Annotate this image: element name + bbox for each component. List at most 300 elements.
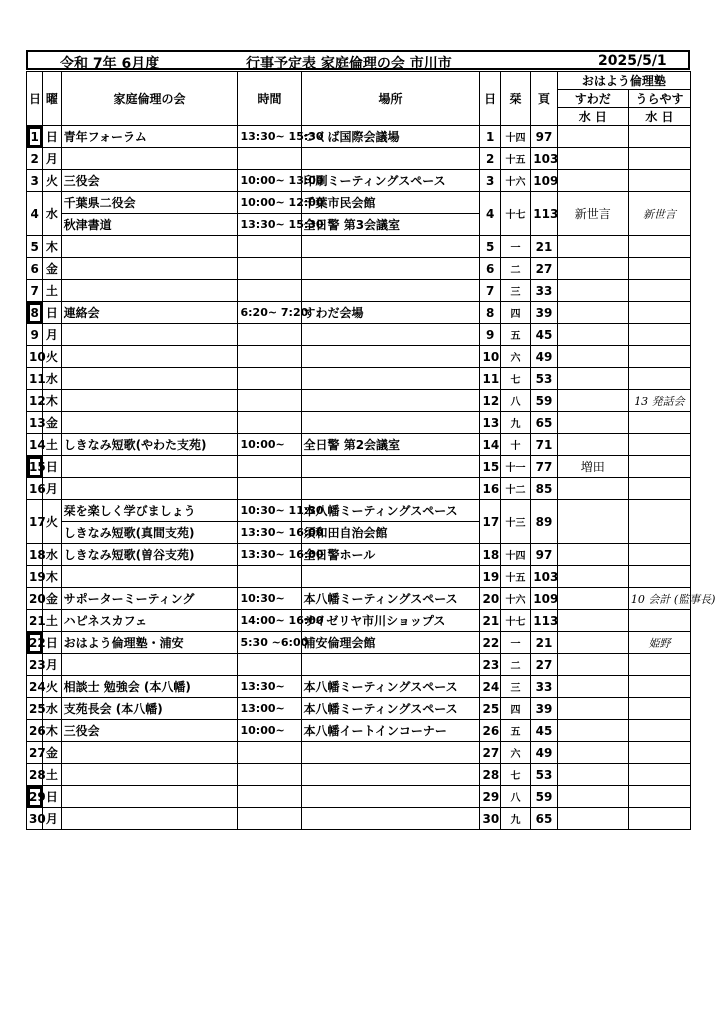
- time-cell: 13:30~ 15:30: [238, 126, 301, 148]
- day2-cell: 21: [480, 610, 500, 632]
- time-cell: 13:30~ 15:30: [238, 214, 301, 236]
- weekday-cell: 土: [43, 764, 61, 786]
- place-cell: 本八幡ミーティングスペース: [301, 698, 480, 720]
- day-cell: 15: [27, 456, 43, 478]
- weekday-cell: 月: [43, 324, 61, 346]
- page-cell: 97: [531, 126, 557, 148]
- event-cell: 三役会: [61, 170, 238, 192]
- day2-cell: 9: [480, 324, 500, 346]
- title-date: 2025/5/1: [598, 53, 667, 69]
- urayasu-cell: [628, 258, 690, 280]
- lunar-cell: 十一: [500, 456, 531, 478]
- time-cell: 13:00~: [238, 698, 301, 720]
- place-cell: [301, 148, 480, 170]
- lunar-cell: 十: [500, 434, 531, 456]
- day-cell: 24: [27, 676, 43, 698]
- sumida-cell: [557, 610, 628, 632]
- urayasu-cell: [628, 566, 690, 588]
- page-cell: 113: [531, 610, 557, 632]
- table-row: [27, 170, 691, 192]
- weekday-cell: 水: [43, 368, 61, 390]
- day2-cell: 2: [480, 148, 500, 170]
- day-cell: 19: [27, 566, 43, 588]
- place-cell: 本八幡イートインコーナー: [301, 720, 480, 742]
- table-row: [27, 478, 691, 500]
- time-cell: [238, 764, 301, 786]
- time-cell: [238, 280, 301, 302]
- place-cell: 千葉市民会館: [301, 192, 480, 214]
- day-cell: 7: [27, 280, 43, 302]
- sumida-cell: [557, 280, 628, 302]
- time-cell: 10:00~: [238, 434, 301, 456]
- event-cell: [61, 654, 238, 676]
- event-cell: 千葉県二役会: [61, 192, 238, 214]
- time-cell: [238, 786, 301, 808]
- day-cell: 16: [27, 478, 43, 500]
- day2-cell: 25: [480, 698, 500, 720]
- lunar-cell: 一: [500, 236, 531, 258]
- urayasu-cell: [628, 500, 690, 544]
- lunar-cell: 十七: [500, 192, 531, 236]
- urayasu-cell: [628, 412, 690, 434]
- event-cell: [61, 324, 238, 346]
- day2-cell: 10: [480, 346, 500, 368]
- table-row: [27, 346, 691, 368]
- day-cell: 10: [27, 346, 43, 368]
- title-main: 行事予定表 家庭倫理の会 市川市: [246, 56, 452, 72]
- lunar-cell: 十七: [500, 610, 531, 632]
- sumida-cell: [557, 236, 628, 258]
- place-cell: 本八幡ミーティングスペース: [301, 500, 480, 522]
- table-row: [27, 588, 691, 610]
- place-cell: [301, 236, 480, 258]
- page-cell: 53: [531, 368, 557, 390]
- time-cell: 13:30~ 16:00: [238, 522, 301, 544]
- time-cell: 10:00~ 12:00: [238, 192, 301, 214]
- sumida-cell: [557, 566, 628, 588]
- sumida-cell: [557, 346, 628, 368]
- lunar-cell: 二: [500, 258, 531, 280]
- lunar-cell: 七: [500, 764, 531, 786]
- day2-cell: 3: [480, 170, 500, 192]
- header-urayasu-days: 水 日: [628, 108, 690, 126]
- day-cell: 13: [27, 412, 43, 434]
- event-cell: ハピネスカフェ: [61, 610, 238, 632]
- place-cell: [301, 346, 480, 368]
- place-cell: 本八幡ミーティングスペース: [301, 676, 480, 698]
- lunar-cell: 二: [500, 654, 531, 676]
- time-cell: 10:00~: [238, 720, 301, 742]
- page-cell: 103: [531, 148, 557, 170]
- day2-cell: 26: [480, 720, 500, 742]
- schedule-title-bar: [26, 50, 690, 70]
- day2-cell: 22: [480, 632, 500, 654]
- day-cell: 22: [27, 632, 43, 654]
- event-cell: [61, 280, 238, 302]
- place-cell: [301, 808, 480, 830]
- weekday-cell: 金: [43, 258, 61, 280]
- event-cell: [61, 786, 238, 808]
- day2-cell: 13: [480, 412, 500, 434]
- lunar-cell: 十四: [500, 544, 531, 566]
- time-cell: 10:30~ 11:30: [238, 500, 301, 522]
- time-cell: [238, 478, 301, 500]
- page-cell: 33: [531, 280, 557, 302]
- event-cell: [61, 412, 238, 434]
- day2-cell: 30: [480, 808, 500, 830]
- urayasu-cell: [628, 434, 690, 456]
- urayasu-cell: [628, 610, 690, 632]
- place-cell: すわだ会場: [301, 302, 480, 324]
- header-sumida-days: 水 日: [557, 108, 628, 126]
- table-row: [27, 434, 691, 456]
- time-cell: 5:30 ~6:00: [238, 632, 301, 654]
- time-cell: [238, 654, 301, 676]
- sumida-cell: [557, 258, 628, 280]
- day-cell: 20: [27, 588, 43, 610]
- day-cell: 9: [27, 324, 43, 346]
- weekday-cell: 土: [43, 610, 61, 632]
- event-cell: [61, 346, 238, 368]
- place-cell: [301, 764, 480, 786]
- weekday-cell: 月: [43, 654, 61, 676]
- table-row: [27, 786, 691, 808]
- header-weekday: 曜: [43, 72, 61, 126]
- table-row: [27, 676, 691, 698]
- place-cell: 全日警 第2会議室: [301, 434, 480, 456]
- urayasu-cell: [628, 324, 690, 346]
- table-row: [27, 632, 691, 654]
- sumida-cell: [557, 764, 628, 786]
- table-row: [27, 566, 691, 588]
- table-row: [27, 456, 691, 478]
- place-cell: [301, 324, 480, 346]
- event-cell: [61, 236, 238, 258]
- sumida-cell: [557, 324, 628, 346]
- day2-cell: 17: [480, 500, 500, 544]
- weekday-cell: 火: [43, 346, 61, 368]
- weekday-cell: 金: [43, 588, 61, 610]
- place-cell: [301, 566, 480, 588]
- sumida-cell: 新世言: [557, 192, 628, 236]
- page-cell: 109: [531, 170, 557, 192]
- table-row: [27, 148, 691, 170]
- day-cell: 2: [27, 148, 43, 170]
- event-cell: [61, 742, 238, 764]
- header-time: 時間: [238, 72, 301, 126]
- page-cell: 109: [531, 588, 557, 610]
- table-row: [27, 368, 691, 390]
- time-cell: 6:20~ 7:20: [238, 302, 301, 324]
- place-cell: 全日警ホール: [301, 544, 480, 566]
- event-cell: しきなみ短歌(真間支苑): [61, 522, 238, 544]
- day-cell: 26: [27, 720, 43, 742]
- event-cell: [61, 390, 238, 412]
- day2-cell: 29: [480, 786, 500, 808]
- time-cell: 10:00~ 13:00: [238, 170, 301, 192]
- weekday-cell: 日: [43, 632, 61, 654]
- sumida-cell: [557, 632, 628, 654]
- weekday-cell: 木: [43, 390, 61, 412]
- page-cell: 53: [531, 764, 557, 786]
- place-cell: 浦安倫理会館: [301, 632, 480, 654]
- place-cell: [301, 456, 480, 478]
- day2-cell: 1: [480, 126, 500, 148]
- weekday-cell: 水: [43, 698, 61, 720]
- urayasu-cell: [628, 654, 690, 676]
- day-cell: 1: [27, 126, 43, 148]
- weekday-cell: 火: [43, 676, 61, 698]
- table-row: [27, 126, 691, 148]
- lunar-cell: 一: [500, 632, 531, 654]
- weekday-cell: 金: [43, 742, 61, 764]
- time-cell: [238, 808, 301, 830]
- time-cell: [238, 148, 301, 170]
- table-row: [27, 654, 691, 676]
- weekday-cell: 木: [43, 720, 61, 742]
- weekday-cell: 水: [43, 192, 61, 236]
- table-row: [27, 544, 691, 566]
- sumida-cell: [557, 478, 628, 500]
- event-cell: 栞を楽しく学びましょう: [61, 500, 238, 522]
- day-cell: 25: [27, 698, 43, 720]
- page-cell: 59: [531, 786, 557, 808]
- event-cell: [61, 566, 238, 588]
- schedule-table: [26, 71, 716, 830]
- table-row: [27, 808, 691, 830]
- event-cell: [61, 764, 238, 786]
- page-cell: 77: [531, 456, 557, 478]
- sumida-cell: [557, 170, 628, 192]
- urayasu-cell: [628, 148, 690, 170]
- weekday-cell: 火: [43, 500, 61, 544]
- urayasu-cell: 13 発話会: [628, 390, 690, 412]
- day-cell: 8: [27, 302, 43, 324]
- page-cell: 97: [531, 544, 557, 566]
- table-row: [27, 500, 691, 522]
- place-cell: [301, 258, 480, 280]
- weekday-cell: 火: [43, 170, 61, 192]
- day-cell: 21: [27, 610, 43, 632]
- day2-cell: 12: [480, 390, 500, 412]
- page-cell: 49: [531, 346, 557, 368]
- page-cell: 33: [531, 676, 557, 698]
- lunar-cell: 五: [500, 720, 531, 742]
- day-cell: 4: [27, 192, 43, 236]
- urayasu-cell: [628, 478, 690, 500]
- event-cell: 連絡会: [61, 302, 238, 324]
- table-row: [27, 280, 691, 302]
- lunar-cell: 九: [500, 808, 531, 830]
- table-row: [27, 192, 691, 214]
- table-row: [27, 324, 691, 346]
- page-cell: 45: [531, 324, 557, 346]
- sumida-cell: [557, 368, 628, 390]
- time-cell: 13:30~: [238, 676, 301, 698]
- event-cell: [61, 258, 238, 280]
- day-cell: 23: [27, 654, 43, 676]
- event-cell: [61, 148, 238, 170]
- time-cell: 14:00~ 16:00: [238, 610, 301, 632]
- weekday-cell: 日: [43, 126, 61, 148]
- page-cell: 89: [531, 500, 557, 544]
- place-cell: [301, 412, 480, 434]
- table-row: [27, 236, 691, 258]
- time-cell: [238, 390, 301, 412]
- day-cell: 29: [27, 786, 43, 808]
- urayasu-cell: 10 会計 (監事長): [628, 588, 690, 610]
- place-cell: 本八幡ミーティングスペース: [301, 588, 480, 610]
- urayasu-cell: [628, 720, 690, 742]
- urayasu-cell: [628, 808, 690, 830]
- place-cell: 須和田自治会館: [301, 522, 480, 544]
- urayasu-cell: [628, 280, 690, 302]
- weekday-cell: 月: [43, 478, 61, 500]
- weekday-cell: 木: [43, 566, 61, 588]
- time-cell: [238, 412, 301, 434]
- place-cell: 全日警 第3会議室: [301, 214, 480, 236]
- day2-cell: 8: [480, 302, 500, 324]
- day2-cell: 6: [480, 258, 500, 280]
- event-cell: 秋津書道: [61, 214, 238, 236]
- header-event: 家庭倫理の会: [61, 72, 238, 126]
- day2-cell: 11: [480, 368, 500, 390]
- day-cell: 11: [27, 368, 43, 390]
- day2-cell: 24: [480, 676, 500, 698]
- urayasu-cell: [628, 170, 690, 192]
- event-cell: 相談士 勉強会 (本八幡): [61, 676, 238, 698]
- lunar-cell: 四: [500, 698, 531, 720]
- day2-cell: 28: [480, 764, 500, 786]
- lunar-cell: 十五: [500, 148, 531, 170]
- urayasu-cell: [628, 544, 690, 566]
- header-sumida: すわだ: [557, 90, 628, 108]
- time-cell: 10:30~: [238, 588, 301, 610]
- sumida-cell: [557, 126, 628, 148]
- sumida-cell: [557, 302, 628, 324]
- day-cell: 5: [27, 236, 43, 258]
- time-cell: 13:30~ 16:00: [238, 544, 301, 566]
- page-cell: 39: [531, 302, 557, 324]
- time-cell: [238, 368, 301, 390]
- page-cell: 27: [531, 654, 557, 676]
- urayasu-cell: [628, 742, 690, 764]
- day2-cell: 18: [480, 544, 500, 566]
- event-cell: 三役会: [61, 720, 238, 742]
- place-cell: [301, 786, 480, 808]
- day2-cell: 4: [480, 192, 500, 236]
- sumida-cell: [557, 786, 628, 808]
- urayasu-cell: [628, 676, 690, 698]
- header-urayasu: うらやす: [628, 90, 690, 108]
- urayasu-cell: [628, 786, 690, 808]
- sumida-cell: [557, 544, 628, 566]
- sumida-cell: 増田: [557, 456, 628, 478]
- weekday-cell: 月: [43, 148, 61, 170]
- place-cell: つくば国際会議場: [301, 126, 480, 148]
- day-cell: 14: [27, 434, 43, 456]
- page-cell: 27: [531, 258, 557, 280]
- day-cell: 18: [27, 544, 43, 566]
- table-row: [27, 742, 691, 764]
- header-day: 日: [27, 72, 43, 126]
- place-cell: [301, 390, 480, 412]
- lunar-cell: 十六: [500, 170, 531, 192]
- day2-cell: 16: [480, 478, 500, 500]
- table-row: [27, 412, 691, 434]
- place-cell: [301, 742, 480, 764]
- page-cell: 59: [531, 390, 557, 412]
- day-cell: 3: [27, 170, 43, 192]
- table-row: [27, 764, 691, 786]
- weekday-cell: 土: [43, 280, 61, 302]
- day-cell: 28: [27, 764, 43, 786]
- event-cell: [61, 368, 238, 390]
- day2-cell: 27: [480, 742, 500, 764]
- event-cell: おはよう倫理塾・浦安: [61, 632, 238, 654]
- event-cell: 支苑長会 (本八幡): [61, 698, 238, 720]
- urayasu-cell: [628, 236, 690, 258]
- event-cell: [61, 478, 238, 500]
- time-cell: [238, 566, 301, 588]
- sumida-cell: [557, 412, 628, 434]
- page-cell: 49: [531, 742, 557, 764]
- day2-cell: 15: [480, 456, 500, 478]
- day-cell: 12: [27, 390, 43, 412]
- sumida-cell: [557, 676, 628, 698]
- weekday-cell: 日: [43, 456, 61, 478]
- event-cell: [61, 456, 238, 478]
- table-row: [27, 698, 691, 720]
- lunar-cell: 十四: [500, 126, 531, 148]
- page-cell: 21: [531, 236, 557, 258]
- place-cell: サイゼリヤ市川ショップス: [301, 610, 480, 632]
- lunar-cell: 十五: [500, 566, 531, 588]
- lunar-cell: 四: [500, 302, 531, 324]
- day2-cell: 23: [480, 654, 500, 676]
- page-cell: 71: [531, 434, 557, 456]
- lunar-cell: 八: [500, 390, 531, 412]
- day2-cell: 19: [480, 566, 500, 588]
- page-cell: 85: [531, 478, 557, 500]
- sumida-cell: [557, 742, 628, 764]
- page-cell: 21: [531, 632, 557, 654]
- time-cell: [238, 456, 301, 478]
- day-cell: 17: [27, 500, 43, 544]
- day2-cell: 5: [480, 236, 500, 258]
- weekday-cell: 土: [43, 434, 61, 456]
- page-cell: 65: [531, 412, 557, 434]
- time-cell: [238, 742, 301, 764]
- weekday-cell: 金: [43, 412, 61, 434]
- day2-cell: 20: [480, 588, 500, 610]
- event-cell: 青年フォーラム: [61, 126, 238, 148]
- table-row: [27, 302, 691, 324]
- time-cell: [238, 258, 301, 280]
- place-cell: 印刷ミーティングスペース: [301, 170, 480, 192]
- time-cell: [238, 236, 301, 258]
- urayasu-cell: [628, 456, 690, 478]
- weekday-cell: 日: [43, 302, 61, 324]
- table-row: [27, 720, 691, 742]
- place-cell: [301, 368, 480, 390]
- page-cell: 65: [531, 808, 557, 830]
- page-cell: 103: [531, 566, 557, 588]
- lunar-cell: 三: [500, 676, 531, 698]
- lunar-cell: 三: [500, 280, 531, 302]
- sumida-cell: [557, 148, 628, 170]
- time-cell: [238, 346, 301, 368]
